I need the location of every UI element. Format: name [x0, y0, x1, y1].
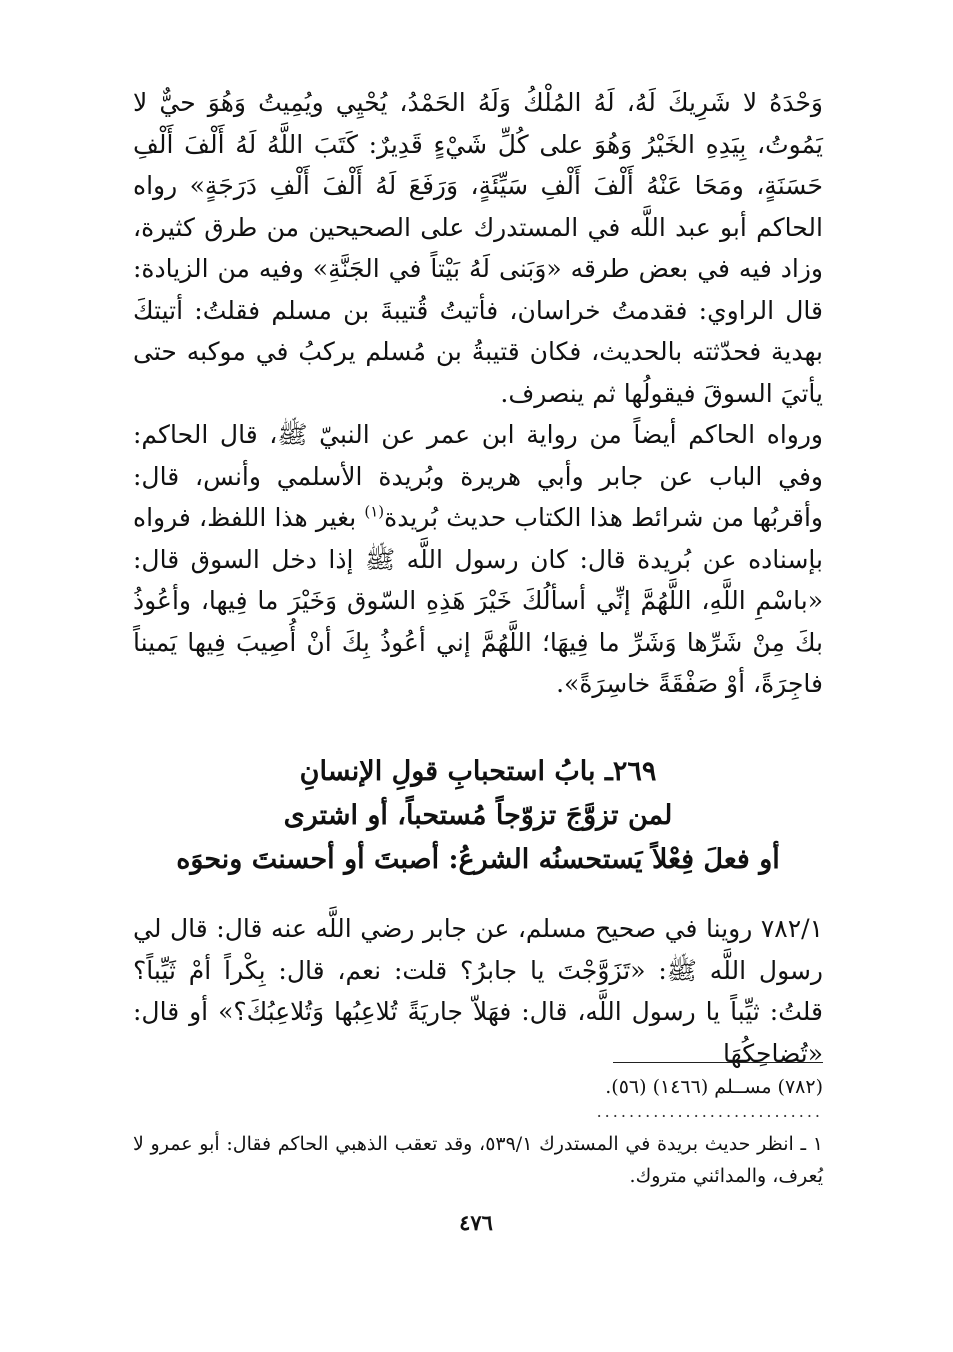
paragraph-2-text-a: ورواه الحاكم أيضاً من رواية ابن عمر عن النبيّ ﷺ، قال الحاكم: وفي الباب عن جابر وأبي هريرة وبُريدة الأسلمي وأنس، قال: وأقربُها من شرائط هذا الكتاب حديث بُريدة [133, 420, 823, 532]
heading-line-3: أو فعلَ فِعْلاً يَستحسنُه الشرعُ: أصبتَ أو أحسنتَ ونحوَه [176, 844, 780, 875]
paragraph-2-text-b: بغير هذا اللفظ، فرواه بإسناده عن بُريدة قال: كان رسول اللَّه ﷺ إذا دخل السوق قال: «باسْمِ اللَّهِ، اللَّهُمَّ إنِّي أسألُكَ خَيْرَ هَذِهِ السّوق وَخَيْرَ ما فِيها، وأعُوذُ بكَ مِنْ شَرِّها وَشَرِّ ما فِيهَا؛ اللَّهُمَّ إني أعُوذُ بِكَ أنْ أُصِيبَ فِيها يَميناً فاجِرَةً، أوْ صَفْقَةً خاسِرَةً». [133, 503, 823, 698]
paragraph-1: وَحْدَهُ لا شَرِيكَ لَهُ، لَهُ المُلْكُ وَلَهُ الحَمْدُ، يُحْيِي ويُمِيتُ وَهُوَ حيٌّ لا يَمُوتُ، بِيَدِهِ الخَيْرُ وَهُوَ على كُلِّ شَيْءٍ قَدِيرٌ: كَتَبَ اللَّهُ لَهُ أَلْفَ أَلْفِ حَسَنَةٍ، ومَحَا عَنْهُ أَلْفَ أَلْفِ سَيِّئَةٍ، وَرَفَعَ لَهُ أَلْفَ أَلْفِ دَرَجَةٍ» رواه الحاكم أبو عبد اللَّه في المستدرك على الصحيحين من طرق كثيرة، وزاد فيه في بعض طرقه «وَبَنى لَهُ بَيْتاً في الجَنَّةِ» وفيه من الزيادة: قال الراوي: فقدمتُ خراسان، فأتيتُ قُتيبةَ بن مسلم فقلتُ: أتيتكَ بهدية فحدّثته بالحديث، فكان قتيبةُ بن مُسلم يركبُ في موكبه حتى يأتيَ السوقَ فيقولُها ثم ينصرف. [133, 88, 823, 408]
page-number: ٤٧٦ [459, 1210, 493, 1235]
heading-line-2: لمن تزوَّجَ تزوّجاً مُستحباً، أو اشترى [283, 800, 673, 831]
chapter-heading [133, 750, 823, 882]
main-text-block [133, 82, 823, 705]
hadith-782-text: ٧٨٢/١ روينا في صحيح مسلم، عن جابر رضي اللَّه عنه قال: قال لي رسول اللَّه ﷺ: «تَزَوَّجْتَ يا جابرُ؟ قلت: نعم، قال: بِكْراً أمْ ثَيِّباً؟ قلتُ: ثيِّباً يا رسول اللَّه، قال: فهَلاّ جاريَةً تُلاعِبُها وَتُلاعِبُكَ؟» أو قال: «تُضاحِكُهَا [133, 914, 823, 1068]
paragraph-2 [133, 414, 823, 705]
footnote-dot-separator: ............................ [596, 1102, 823, 1121]
footnote-1: ١ ـ انظر حديث بريدة في المستدرك ٥٣٩/١، وقد تعقب الذهبي الحاكم فقال: أبو عمرو لا يُعرف، والمدائني متروك. [133, 1133, 824, 1187]
footnote-divider [613, 1062, 823, 1063]
hadith-782-block [133, 908, 823, 1074]
footnote-source-ref: (٧٨٢) مســلم (١٤٦٦) (٥٦). [605, 1076, 823, 1098]
footnote-marker: (١) [364, 502, 385, 521]
heading-line-1: ٢٦٩ـ بابُ استحبابِ قولِ الإنسانِ [299, 756, 657, 787]
